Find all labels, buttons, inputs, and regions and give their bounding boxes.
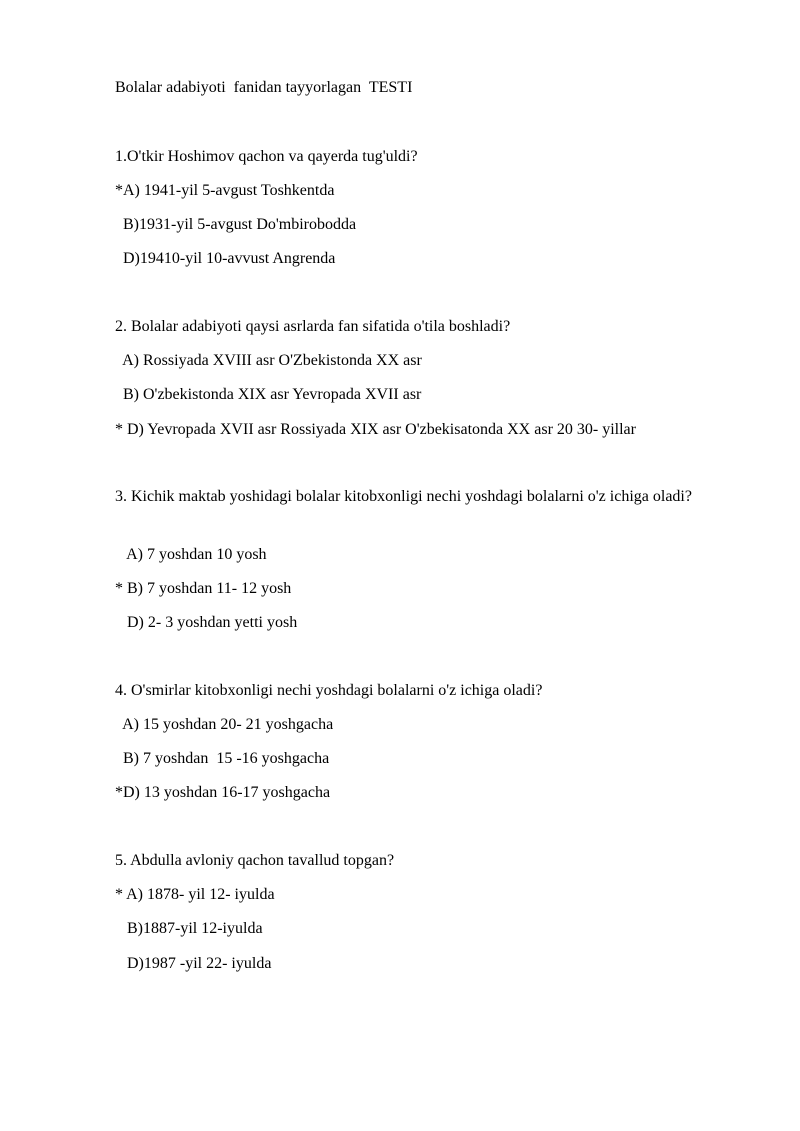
question-1-text: 1.O'tkir Hoshimov qachon va qayerda tug'uldi?: [115, 148, 418, 165]
question-5-option-d: D)1987 -yil 22- iyulda: [115, 955, 272, 972]
question-5-option-a: * A) 1878- yil 12- iyulda: [115, 886, 275, 903]
question-3-option-b: * B) 7 yoshdan 11- 12 yosh: [115, 580, 292, 597]
question-2-option-a: A) Rossiyada XVIII asr O'Zbekistonda XX asr: [115, 352, 422, 369]
question-1-option-d: D)19410-yil 10-avvust Angrenda: [115, 250, 336, 267]
question-2-text: 2. Bolalar adabiyoti qaysi asrlarda fan sifatida o'tila boshladi?: [115, 318, 511, 335]
question-3-text: 3. Kichik maktab yoshidagi bolalar kitobxonligi nechi yoshdagi bolalarni o'z ichiga oladi?: [115, 488, 692, 505]
question-1-option-a: *A) 1941-yil 5-avgust Toshkentda: [115, 182, 335, 199]
question-2-option-d: * D) Yevropada XVII asr Rossiyada XIX asr O'zbekisatonda XX asr 20 30- yillar: [115, 421, 636, 438]
question-4-option-b: B) 7 yoshdan 15 -16 yoshgacha: [115, 750, 330, 767]
question-5-option-b: B)1887-yil 12-iyulda: [115, 920, 263, 937]
question-4-option-d: *D) 13 yoshdan 16-17 yoshgacha: [115, 784, 331, 801]
question-1-option-b: B)1931-yil 5-avgust Do'mbirobodda: [115, 216, 357, 233]
question-3-option-d: D) 2- 3 yoshdan yetti yosh: [115, 614, 298, 631]
question-4-text: 4. O'smirlar kitobxonligi nechi yoshdagi bolalarni o'z ichiga oladi?: [115, 682, 543, 699]
question-4-option-a: A) 15 yoshdan 20- 21 yoshgacha: [115, 716, 334, 733]
question-5-text: 5. Abdulla avloniy qachon tavallud topgan?: [115, 852, 395, 869]
question-3-option-a: A) 7 yoshdan 10 yosh: [115, 546, 267, 563]
question-2-option-b: B) O'zbekistonda XIX asr Yevropada XVII asr: [115, 386, 422, 403]
document-title: Bolalar adabiyoti fanidan tayyorlagan TESTI: [115, 79, 413, 96]
